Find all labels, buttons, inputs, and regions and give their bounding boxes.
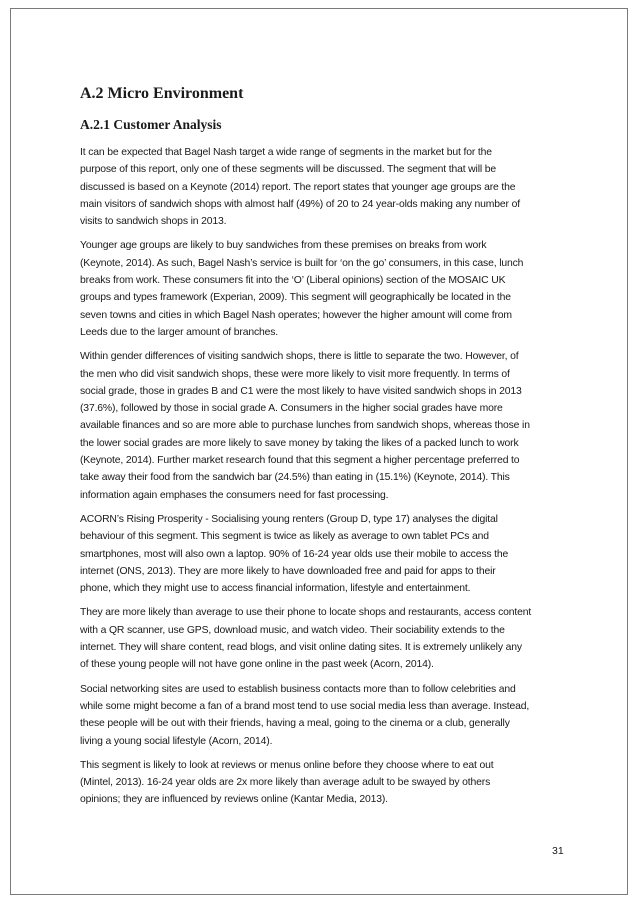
text-line: opinions; they are influenced by reviews online (Kantar Media, 2013). bbox=[80, 794, 388, 806]
text-line: It can be expected that Bagel Nash target a wide range of segments in the market but for the bbox=[80, 147, 492, 158]
text-line: with a QR scanner, use GPS, download music, and watch video. Their sociability extends to the bbox=[80, 624, 505, 636]
text-line: information again emphases the consumers need for fast processing. bbox=[80, 489, 389, 501]
text-line: smartphones, most will also own a laptop. 90% of 16-24 year olds use their mobile to access the bbox=[80, 548, 509, 560]
text-line: breaks from work. These consumers fit into the ‘O’ (Liberal opinions) section of the MOSAIC UK bbox=[80, 275, 506, 287]
body-text bbox=[80, 144, 566, 809]
paragraph bbox=[80, 757, 566, 809]
text-line: seven towns and cities in which Bagel Nash operates; however the higher amount will come from bbox=[80, 309, 512, 321]
text-line: the lower social grades are more likely to save money by taking the likes of a packed lunch to work bbox=[80, 437, 519, 449]
text-line: Younger age groups are likely to buy sandwiches from these premises on breaks from work bbox=[80, 240, 487, 252]
text-line: They are more likely than average to use their phone to locate shops and restaurants, access content bbox=[80, 607, 532, 619]
section-heading: A.2 Micro Environment bbox=[80, 85, 244, 102]
text-line: groups and types framework (Experian, 2009). This segment will geographically be located in the bbox=[80, 292, 511, 304]
text-line: available finances and so are more able to purchase lunches from sandwich shops, whereas those in bbox=[80, 420, 530, 432]
paragraph bbox=[80, 348, 566, 504]
text-line: phone, which they might use to access financial information, lifestyle and entertainment. bbox=[80, 583, 471, 595]
text-line: (37.6%), followed by those in social grade A. Consumers in the higher social grades have more bbox=[80, 403, 503, 415]
paragraph bbox=[80, 604, 566, 673]
text-line: of these young people will not have gone online in the past week (Acorn, 2014). bbox=[80, 659, 434, 671]
text-line: This segment is likely to look at reviews or menus online before they choose where to eat out bbox=[80, 759, 494, 771]
text-line: Leeds due to the larger amount of branches. bbox=[80, 326, 279, 338]
text-line: internet (ONS, 2013). They are more likely to have downloaded free and paid for apps to their bbox=[80, 565, 496, 577]
text-line: discussed is based on a Keynote (2014) report. The report states that younger age groups are the bbox=[80, 181, 516, 193]
text-line: main visitors of sandwich shops with almost half (49%) of 20 to 24 year-olds making any number of bbox=[80, 198, 520, 210]
text-line: ACORN’s Rising Prosperity - Socialising young renters (Group D, type 17) analyses the digital bbox=[80, 513, 498, 525]
text-line: while some might become a fan of a brand most tend to use social media less than average. Instead, bbox=[80, 700, 530, 712]
text-line: Social networking sites are used to establish business contacts more than to follow celebrities and bbox=[80, 683, 516, 695]
text-line: purpose of this report, only one of these segments will be discussed. The segment that will be bbox=[80, 164, 497, 176]
text-line: internet. They will share content, read blogs, and visit online dating sites. It is extremely unlikely any bbox=[80, 642, 522, 654]
text-line: behaviour of this segment. This segment is twice as likely as average to own tablet PCs and bbox=[80, 531, 489, 543]
paragraph bbox=[80, 144, 566, 230]
paragraph bbox=[80, 237, 566, 341]
document-page bbox=[10, 8, 628, 895]
text-line: visits to sandwich shops in 2013. bbox=[80, 216, 227, 228]
text-line: social grade, those in grades B and C1 were the most likely to have visited sandwich shops in 2013 bbox=[80, 385, 522, 397]
text-line: take away their food from the sandwich bar (24.5%) than eating in (15.1%) (Keynote, 2014). This bbox=[80, 472, 510, 484]
page-content bbox=[80, 85, 566, 816]
text-line: (Keynote, 2014). As such, Bagel Nash’s service is built for ‘on the go’ consumers, in this case, lunch bbox=[80, 257, 524, 269]
paragraph bbox=[80, 681, 566, 750]
text-line: Within gender differences of visiting sandwich shops, there is little to separate the two. However, of bbox=[80, 351, 519, 363]
text-line: (Keynote, 2014). Further market research found that this segment a higher percentage preferred to bbox=[80, 455, 520, 467]
paragraph bbox=[80, 511, 566, 597]
subsection-heading: A.2.1 Customer Analysis bbox=[80, 117, 222, 132]
text-line: the men who did visit sandwich shops, these were more likely to visit more frequently. In terms of bbox=[80, 368, 510, 380]
text-line: (Mintel, 2013). 16-24 year olds are 2x more likely than average adult to be swayed by others bbox=[80, 777, 491, 789]
text-line: these people will be out with their friends, having a meal, going to the cinema or a club, generally bbox=[80, 718, 510, 730]
text-line: living a young social lifestyle (Acorn, 2014). bbox=[80, 735, 273, 747]
page-number: 31 bbox=[552, 845, 564, 857]
